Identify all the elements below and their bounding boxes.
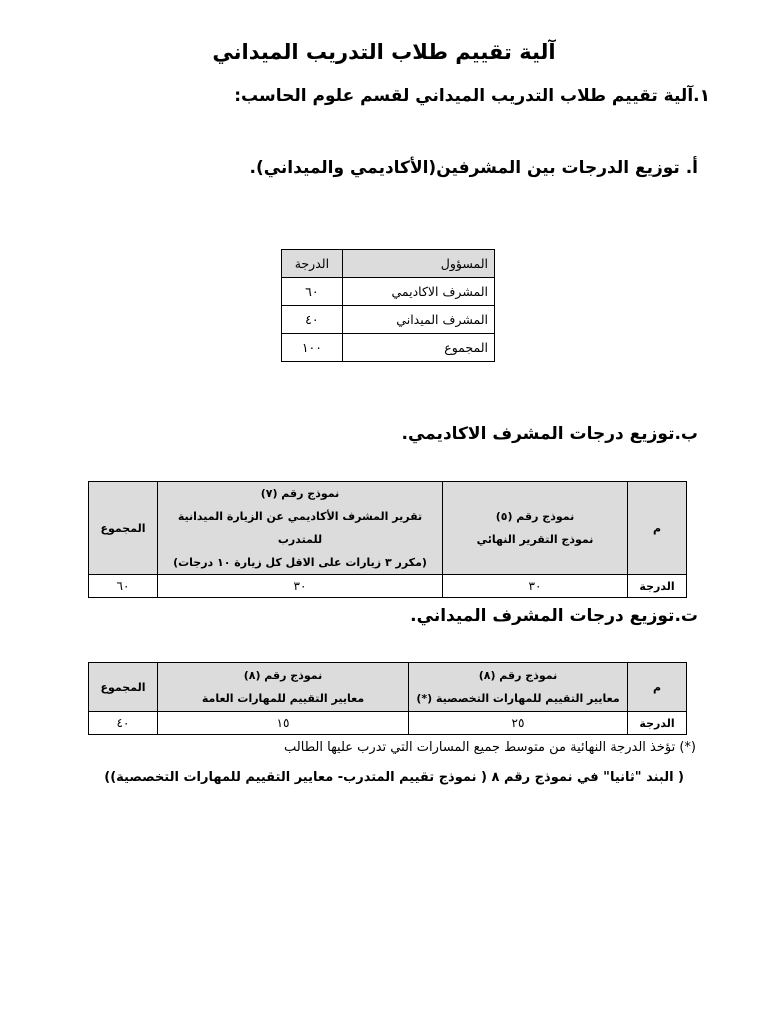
header-grade: الدرجة: [282, 250, 343, 278]
page-title: آلية تقييم طلاب التدريب الميداني: [212, 40, 556, 64]
section-1-heading: ١.آلية تقييم طلاب التدريب الميداني لقسم علوم الحاسب:: [234, 86, 710, 106]
row-label: الدرجة: [628, 712, 687, 735]
form-7-value: ٣٠: [158, 575, 443, 598]
total-value: ٦٠: [89, 575, 158, 598]
total-value: ٤٠: [89, 712, 158, 735]
footnote-reference: ( البند "ثانيا" في نموذج رقم ٨ ( نموذج تقييم المتدرب- معايير التقييم للمهارات التخصصية)): [104, 770, 684, 785]
specialized-value: ٢٥: [409, 712, 628, 735]
header-form-5: [443, 482, 628, 575]
table-row: [89, 575, 687, 598]
header-form-8-specialized: [409, 663, 628, 712]
header-m: م: [628, 663, 687, 712]
section-a-heading: أ. توزيع الدرجات بين المشرفين(الأكاديمي والميداني).: [249, 158, 698, 178]
row-label: المشرف الاكاديمي: [342, 278, 494, 306]
table-row: [89, 712, 687, 735]
table-row: [282, 278, 495, 306]
table-header-row: [89, 482, 687, 575]
row-label: المجموع: [342, 334, 494, 362]
footnote-average: (*) تؤخذ الدرجة النهائية من متوسط جميع المسارات التي تدرب عليها الطالب: [284, 740, 696, 755]
form-5-desc: نموذج التقرير النهائي: [476, 533, 594, 546]
section-c-heading: ت.توزيع درجات المشرف الميداني.: [410, 606, 698, 626]
form-7-note: (مكرر ٣ زيارات على الاقل كل زيارة ١٠ درجات): [173, 556, 427, 569]
field-supervisor-table: [88, 662, 687, 735]
table-row: [282, 306, 495, 334]
supervisors-grade-table: [281, 249, 495, 362]
header-form-7: [158, 482, 443, 575]
form-8-general-desc: معايير التقييم للمهارات العامة: [201, 692, 365, 705]
header-total: المجموع: [89, 663, 158, 712]
header-total: المجموع: [89, 482, 158, 575]
form-5-value: ٣٠: [443, 575, 628, 598]
header-form-8-general: [158, 663, 409, 712]
row-value: ٦٠: [282, 278, 343, 306]
row-value: ٤٠: [282, 306, 343, 334]
form-8-specialized-desc: معايير التقييم للمهارات التخصصية (*): [416, 692, 620, 705]
form-8-title: نموذج رقم (٨): [243, 669, 323, 682]
section-b-heading: ب.توزيع درجات المشرف الاكاديمي.: [401, 424, 698, 444]
form-8-title: نموذج رقم (٨): [478, 669, 558, 682]
table-header-row: [89, 663, 687, 712]
row-label: المشرف الميداني: [342, 306, 494, 334]
table-row: [282, 334, 495, 362]
header-m: م: [628, 482, 687, 575]
general-value: ١٥: [158, 712, 409, 735]
row-label: الدرجة: [628, 575, 687, 598]
form-5-title: نموذج رقم (٥): [495, 510, 575, 523]
form-7-title: نموذج رقم (٧): [260, 487, 340, 500]
header-responsible: المسؤول: [342, 250, 494, 278]
academic-supervisor-table: [88, 481, 687, 598]
row-value: ١٠٠: [282, 334, 343, 362]
form-7-desc: تقرير المشرف الأكاديمي عن الزيارة الميدانية للمتدرب: [177, 510, 423, 546]
table-header-row: [282, 250, 495, 278]
